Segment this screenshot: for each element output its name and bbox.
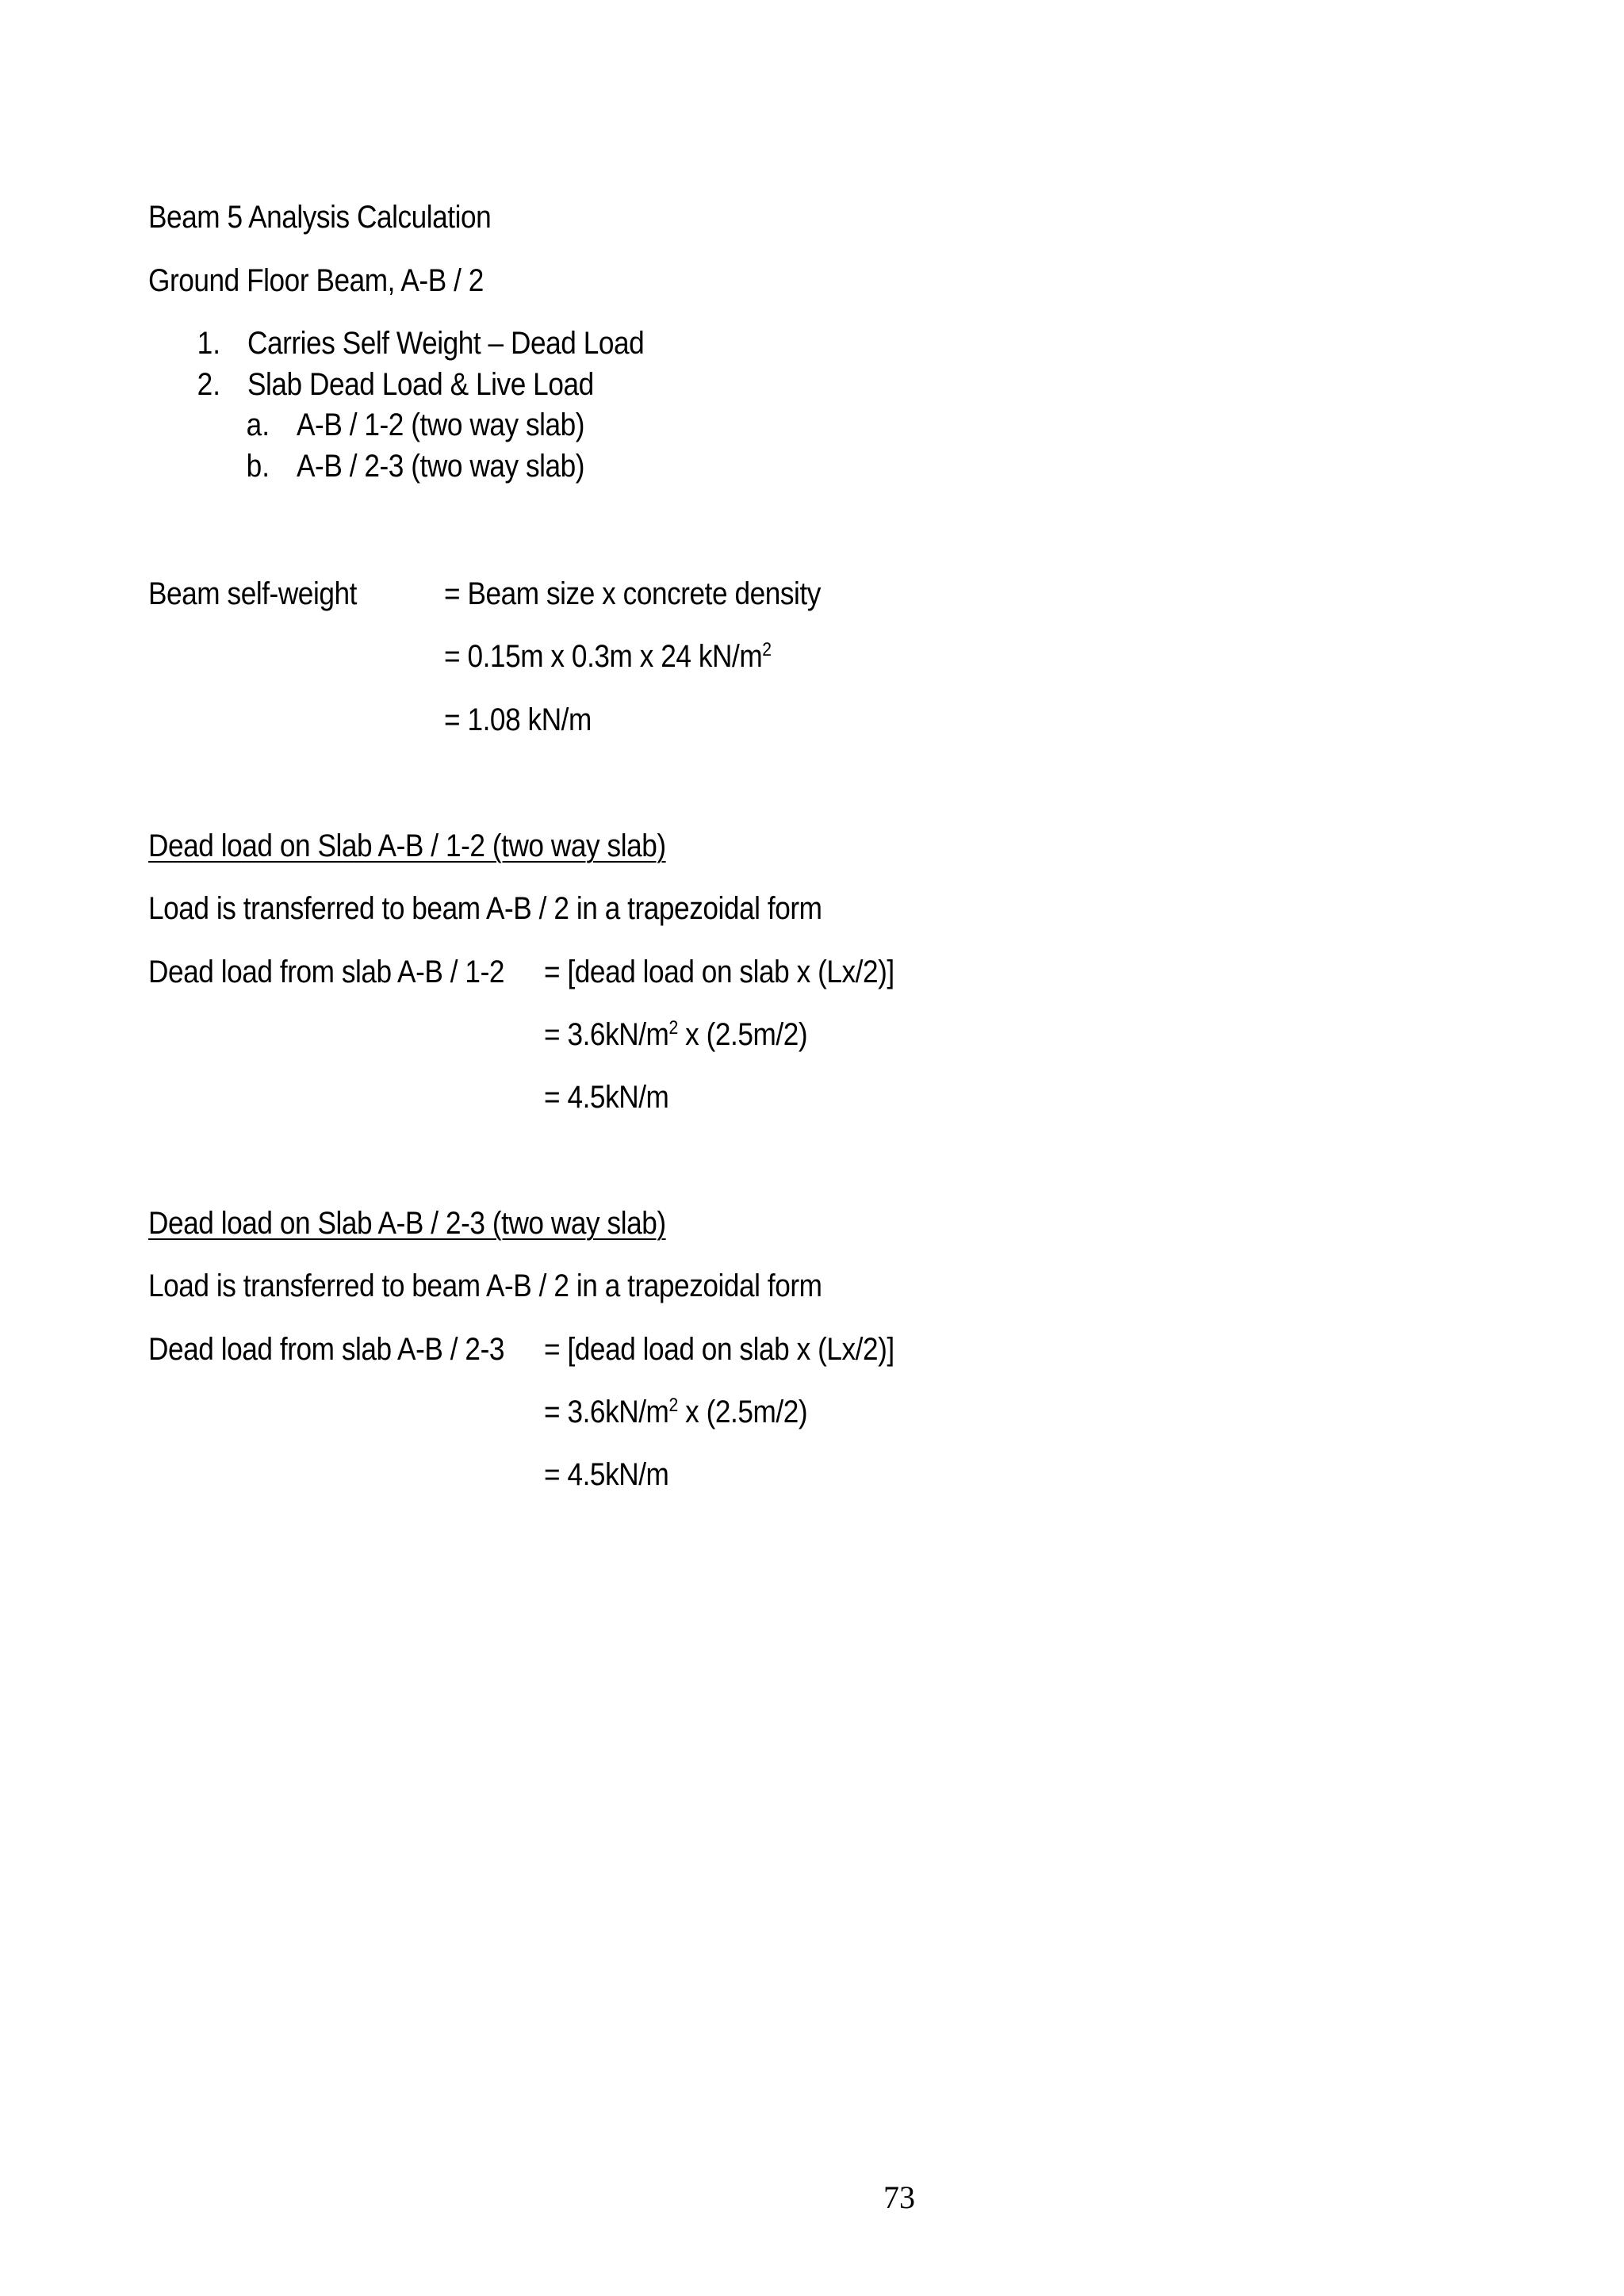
list-marker: 1. [197, 326, 220, 361]
list-item: Carries Self Weight – Dead Load [247, 326, 645, 361]
sublist-marker: b. [246, 449, 270, 484]
self-weight-line1: = Beam size x concrete density [444, 576, 821, 611]
calc-label: Dead load from slab A-B / 2-3 [148, 1332, 504, 1367]
section-heading: Dead load on Slab A-B / 1-2 (two way slab) [148, 828, 666, 863]
page-number: 73 [883, 2179, 915, 2215]
section-heading: Dead load on Slab A-B / 2-3 (two way slab) [148, 1206, 666, 1241]
sublist-item: A-B / 1-2 (two way slab) [297, 408, 585, 442]
list-item: Slab Dead Load & Live Load [247, 367, 594, 402]
superscript: 2 [762, 639, 772, 660]
self-weight-line2: = 0.15m x 0.3m x 24 $kN/m^2$ [444, 639, 772, 674]
calc-line2: = $3.6kN/m^2$ x (2.5m/2) [544, 1395, 808, 1429]
sublist-marker: a. [246, 408, 270, 442]
page-title: Beam 5 Analysis Calculation [148, 200, 492, 235]
calc-line3: = 4.5kN/m [544, 1080, 669, 1115]
superscript: 2 [668, 1017, 678, 1039]
calc-label: Dead load from slab A-B / 1-2 [148, 955, 504, 989]
section-description: Load is transferred to beam A-B / 2 in a trapezoidal form [148, 891, 822, 926]
beam-subtitle: Ground Floor Beam, A-B / 2 [148, 263, 484, 298]
sublist-item: A-B / 2-3 (two way slab) [297, 449, 585, 484]
section-description: Load is transferred to beam A-B / 2 in a trapezoidal form [148, 1269, 822, 1303]
superscript: 2 [668, 1395, 678, 1416]
calc-line3: = 4.5kN/m [544, 1457, 669, 1492]
self-weight-label: Beam self-weight [148, 576, 357, 611]
calc-line1: = [dead load on slab x (Lx/2)] [544, 1332, 894, 1367]
calc-line2: = $3.6kN/m^2$ x (2.5m/2) [544, 1017, 808, 1052]
calc-line1: = [dead load on slab x (Lx/2)] [544, 955, 894, 989]
list-marker: 2. [197, 367, 220, 402]
self-weight-line3: = 1.08 kN/m [444, 702, 592, 737]
